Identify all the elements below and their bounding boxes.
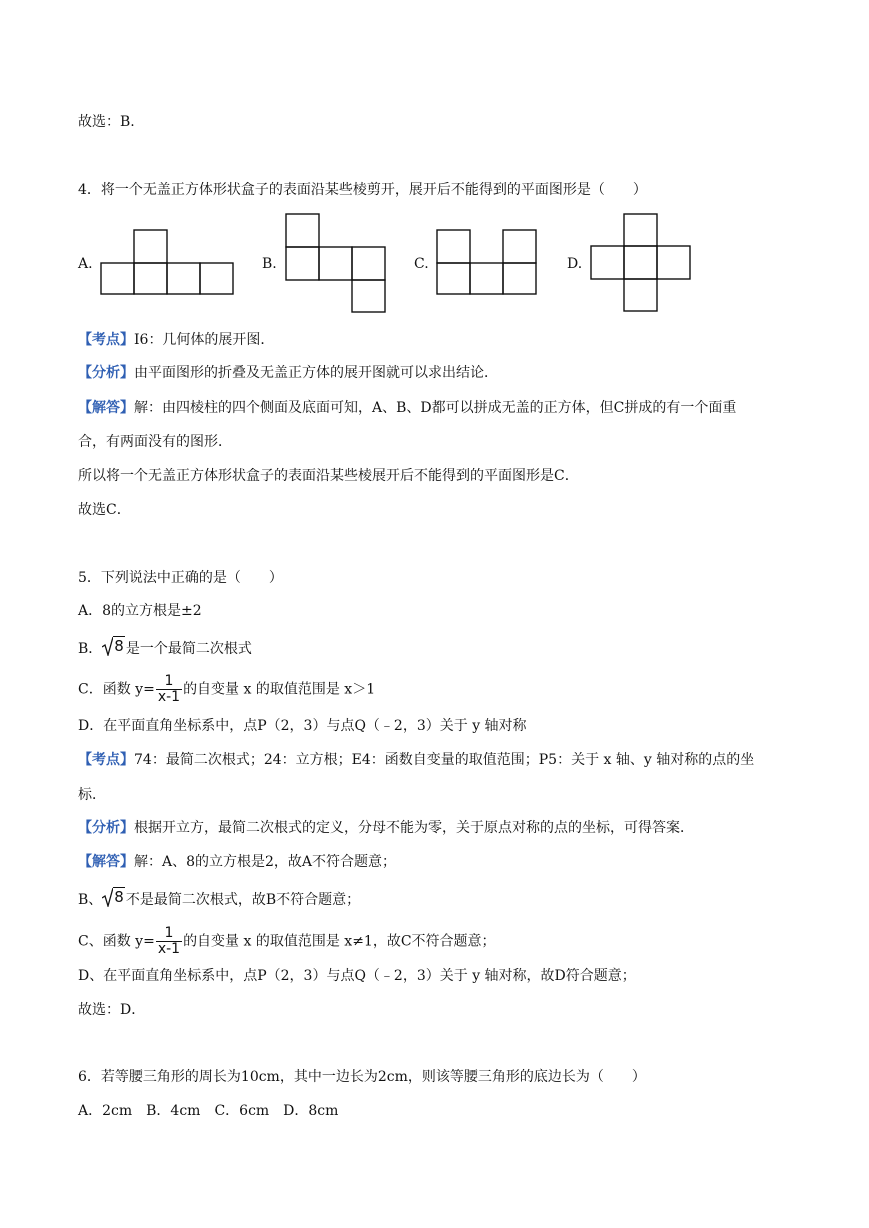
kaodian-tag: 【考点】: [78, 752, 134, 768]
fenxi-tag: 【分析】: [78, 820, 134, 836]
q5-jieda-b-prefix: B、: [78, 892, 103, 908]
radicand: 8: [114, 637, 124, 655]
q4-kaodian: [78, 331, 274, 349]
fenxi-tag: 【分析】: [78, 365, 134, 381]
q5-option-c: [78, 674, 375, 705]
fraction-numerator: 1: [164, 925, 174, 941]
q4-option-d-label: D.: [567, 256, 583, 272]
jieda-tag: 【解答】: [78, 400, 134, 416]
q5-jieda-b-suffix: 不是最简二次根式，故B不符合题意；: [125, 892, 361, 908]
q4-net-b: [285, 213, 386, 313]
q4-conclusion: 故选C．: [78, 502, 131, 518]
q4-jieda-line-2: 合，有两面没有的图形．: [78, 434, 232, 450]
q6-stem: 6．若等腰三角形的周长为10cm，其中一边长为2cm，则该等腰三角形的底边长为（ ）: [78, 1069, 646, 1085]
sqrt-radical: [102, 887, 125, 907]
radicand: 8: [114, 888, 124, 906]
q5-option-c-suffix: 的自变量 x 的取值范围是 x＞1: [183, 681, 376, 698]
q4-jieda-line-3: 所以将一个无盖正方体形状盒子的表面沿某些棱展开后不能得到的平面图形是C．: [78, 468, 579, 484]
q5-jieda-c: [78, 926, 496, 957]
q4-kaodian-text: I6：几何体的展开图．: [134, 332, 275, 348]
q4-fenxi: [78, 364, 498, 382]
q4-option-c-label: C.: [414, 256, 429, 272]
q5-fenxi-text: 根据开立方，最简二次根式的定义，分母不能为零，关于原点对称的点的坐标，可得答案．: [134, 820, 694, 836]
q5-option-b-suffix: 是一个最简二次根式: [125, 641, 252, 657]
q5-jieda-a: 解：A、8的立方根是2，故A不符合题意；: [134, 854, 397, 870]
q5-jieda: [78, 853, 396, 871]
q5-kaodian-line-2: 标．: [78, 787, 106, 803]
q5-conclusion: 故选：D．: [78, 1002, 146, 1018]
previous-answer: 故选：B.: [78, 114, 135, 130]
q5-option-b-prefix: B．: [78, 641, 103, 657]
kaodian-tag: 【考点】: [78, 332, 134, 348]
q5-option-a: A．8的立方根是±2: [78, 603, 202, 619]
sqrt-radical: [102, 636, 125, 656]
q5-jieda-d: D、在平面直角坐标系中，点P（2，3）与点Q（﹣2，3）关于 y 轴对称，故D符合题意；: [78, 968, 636, 984]
q5-option-b: [78, 636, 252, 658]
q4-stem: 4．将一个无盖正方体形状盒子的表面沿某些棱剪开，展开后不能得到的平面图形是（ ）: [78, 182, 647, 198]
q4-net-d: [590, 213, 691, 312]
fraction: [156, 674, 182, 705]
fraction-denominator: x-1: [157, 689, 181, 705]
q4-option-b-label: B.: [262, 256, 277, 272]
q4-net-a: [100, 229, 234, 295]
q4-jieda: [78, 399, 736, 417]
q4-net-c: [436, 229, 538, 295]
q5-kaodian-text-1: 74：最简二次根式；24：立方根；E4：函数自变量的取值范围；P5：关于 x 轴、y 轴对称的点的坐: [134, 752, 755, 768]
q5-option-d: D．在平面直角坐标系中，点P（2，3）与点Q（﹣2，3）关于 y 轴对称: [78, 718, 527, 734]
q5-jieda-c-prefix: C、函数 y=: [78, 933, 155, 950]
fraction-denominator: x-1: [157, 941, 181, 957]
fraction: [156, 926, 182, 957]
jieda-tag: 【解答】: [78, 854, 134, 870]
q6-options: A．2cm B．4cm C．6cm D．8cm: [78, 1103, 339, 1119]
q5-option-c-prefix: C．函数 y=: [78, 681, 155, 698]
fraction-numerator: 1: [164, 673, 174, 689]
q4-option-a-label: A.: [78, 256, 93, 272]
q5-jieda-c-suffix: 的自变量 x 的取值范围是 x≠1，故C不符合题意；: [183, 933, 496, 950]
q4-jieda-text-1: 解：由四棱柱的四个侧面及底面可知，A、B、D都可以拼成无盖的正方体，但C拼成的有一个面重: [134, 400, 737, 416]
q5-stem: 5．下列说法中正确的是（ ）: [78, 570, 283, 586]
q5-kaodian: [78, 751, 754, 769]
q5-fenxi: [78, 819, 694, 837]
q5-jieda-b: [78, 887, 360, 909]
q4-fenxi-text: 由平面图形的折叠及无盖正方体的展开图就可以求出结论．: [134, 365, 498, 381]
